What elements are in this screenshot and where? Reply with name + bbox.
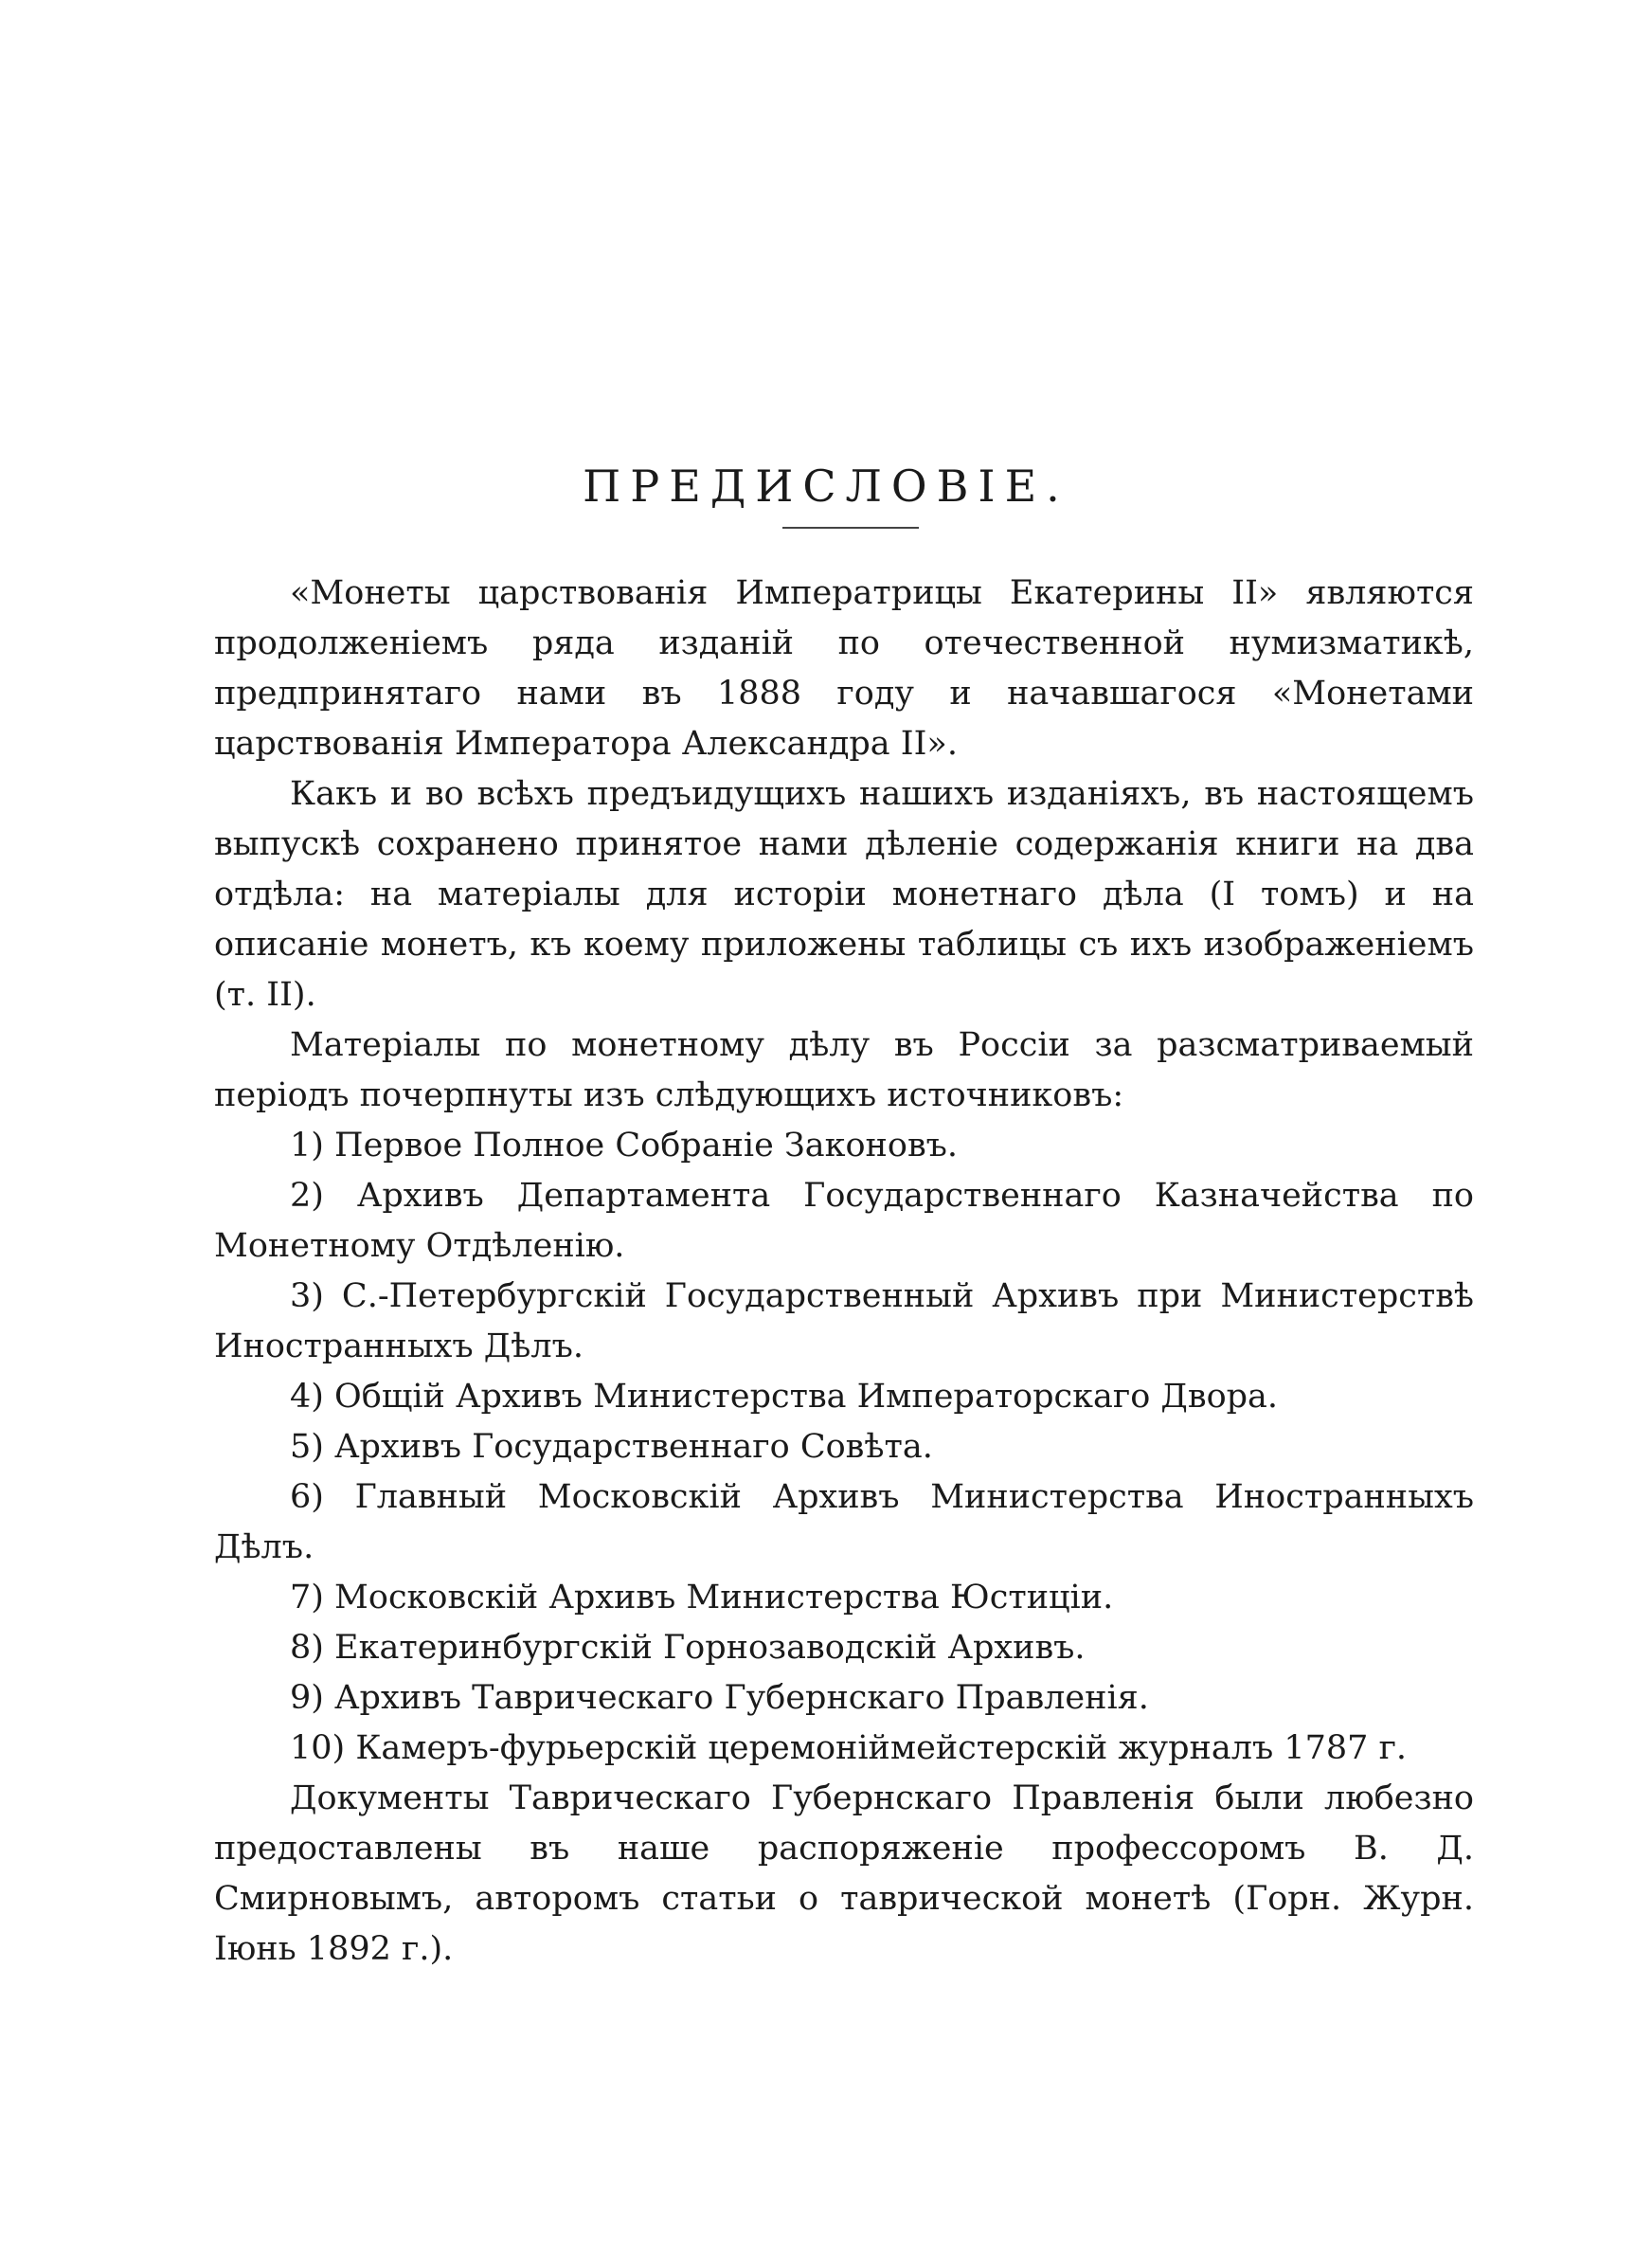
paragraph-acknowledgement: Документы Таврическаго Губернскаго Правленія были любезно предоставлены въ наше распоряженіе профессоромъ В. Д. Смирновымъ, авторомъ статьи о таврической монетѣ (Горн. Журн. Іюнь 1892 г.). [214,1779,1474,1968]
list-item: 6) Главный Московскій Архивъ Министерства Иностранныхъ Дѣлъ. [214,1478,1474,1566]
paragraph-sources-intro: Матеріалы по монетному дѣлу въ Россіи за разсматриваемый періодъ почерпнуты изъ слѣдующихъ источниковъ: [214,1026,1474,1114]
preface-body [214,569,1474,1975]
sources-list [214,1121,1474,1774]
list-item: 5) Архивъ Государственнаго Совѣта. [290,1428,933,1466]
list-item: 1) Первое Полное Собраніе Законовъ. [290,1127,959,1165]
page-title: ПРЕДИСЛОВІЕ. [583,460,1069,512]
paragraph-structure: Какъ и во всѣхъ предъидущихъ нашихъ изданіяхъ, въ настоящемъ выпускѣ сохранено принятое нами дѣленіе содержанія книги на два отдѣла: на матеріалы для исторіи монетнаго дѣла (I томъ) и на описаніе монетъ, къ коему приложены таблицы съ ихъ изображеніемъ (т. II). [214,775,1474,1014]
title-divider [782,527,919,529]
list-item: 9) Архивъ Таврическаго Губернскаго Правленія. [290,1679,1149,1717]
list-item: 4) Общій Архивъ Министерства Императорскаго Двора. [290,1378,1279,1416]
paragraph-intro: «Монеты царствованія Императрицы Екатерины II» являются продолженіемъ ряда изданій по отечественной нумизматикѣ, предпринятаго нами въ 1888 году и начавшагося «Монетами царствованія Императора Александра II». [214,574,1474,763]
list-item: 8) Екатеринбургскій Горнозаводскій Архивъ. [290,1629,1086,1667]
list-item: 3) С.-Петербургскій Государственный Архивъ при Министерствѣ Иностранныхъ Дѣлъ. [214,1277,1474,1365]
list-item: 2) Архивъ Департамента Государственнаго Казначейства по Монетному Отдѣленію. [214,1177,1474,1265]
list-item: 10) Камеръ-фурьерскій церемоніймейстерскій журналъ 1787 г. [290,1729,1408,1767]
list-item: 7) Московскій Архивъ Министерства Юстиціи. [290,1579,1114,1616]
